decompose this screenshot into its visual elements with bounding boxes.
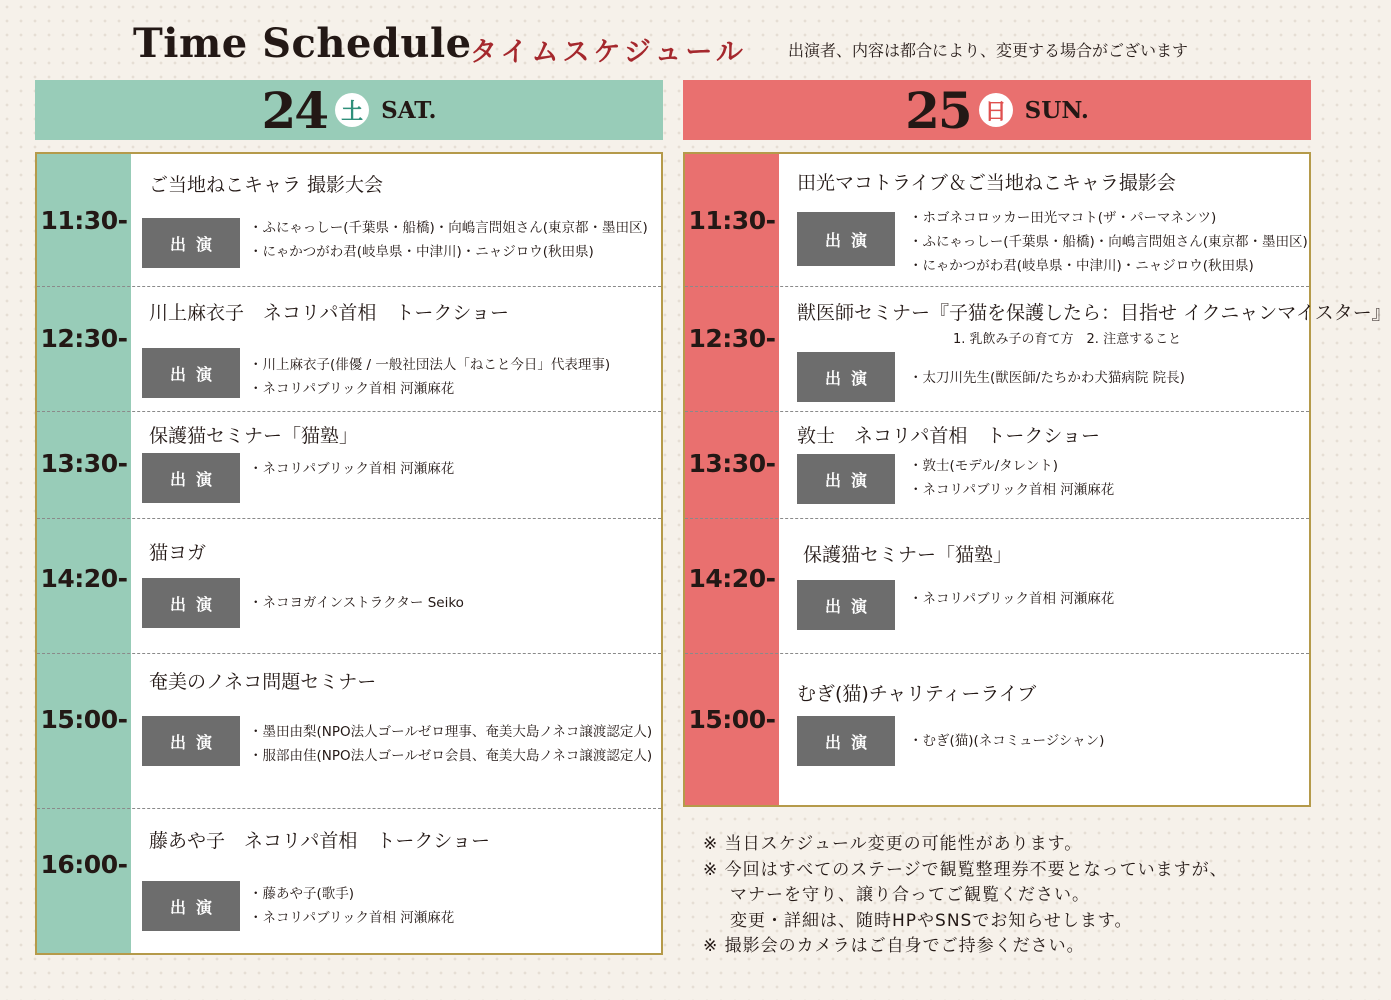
- sunday-date: 25: [905, 80, 971, 140]
- note-line: ※ 撮影会のカメラはご自身でご持参ください。: [703, 936, 1085, 956]
- performer-badge: 出演: [142, 348, 240, 398]
- performer-badge: 出演: [797, 454, 895, 504]
- event-title: 藤あや子 ネコリパ首相 トークショー: [149, 830, 491, 852]
- header: [0, 0, 1349, 78]
- performer-line: ・ネコリパブリック首相 河瀬麻花: [249, 381, 455, 397]
- page-title: Time Schedule: [133, 20, 472, 67]
- performer-line: ・墨田由梨(NPO法人ゴールゼロ理事、奄美大島ノネコ譲渡認定人): [249, 724, 653, 740]
- performer-badge: 出演: [142, 716, 240, 766]
- saturday-label: SAT.: [381, 96, 437, 124]
- event-time: 16:00-: [40, 850, 128, 879]
- event-time: 13:30-: [40, 449, 128, 478]
- schedule-row: [685, 518, 1309, 654]
- performer-line: ・ネコリパブリック首相 河瀬麻花: [249, 461, 455, 477]
- performer-list: [909, 587, 1114, 611]
- performer-line: ・にゃかつがわ君(岐阜県・中津川)・ニャジロウ(秋田県): [909, 258, 1254, 274]
- event-title: 獣医師セミナー『子猫を保護したら：目指せ イクニャンマイスター』: [797, 302, 1391, 324]
- performer-line: ・にゃかつがわ君(岐阜県・中津川)・ニャジロウ(秋田県): [249, 244, 594, 260]
- performer-line: ・ネコリパブリック首相 河瀬麻花: [909, 482, 1115, 498]
- schedule-row: [37, 808, 661, 957]
- event-time: 11:30-: [40, 206, 128, 235]
- event-title: 敦士 ネコリパ首相 トークショー: [797, 425, 1101, 447]
- performer-badge: 出演: [142, 453, 240, 503]
- schedule-row: [685, 286, 1391, 412]
- saturday-schedule: [35, 152, 663, 955]
- event-title: 保護猫セミナー「猫塾」: [803, 544, 1013, 566]
- performer-list: [249, 720, 652, 768]
- event-subtitle: 1. 乳飲み子の育て方 2. 注意すること: [953, 332, 1182, 347]
- page-title-japanese: タイムスケジュール: [470, 37, 747, 68]
- schedule-row: [685, 154, 1309, 287]
- note-line: 変更・詳細は、随時HPやSNSでお知らせします。: [730, 910, 1133, 931]
- performer-badge: 出演: [797, 212, 895, 266]
- performer-line: ・むぎ(猫)(ネコミュージシャン): [909, 733, 1105, 749]
- performer-line: ・ふにゃっしー(千葉県・船橋)・向嶋言問姐さん(東京都・墨田区): [249, 220, 648, 236]
- event-title: 川上麻衣子 ネコリパ首相 トークショー: [149, 302, 510, 324]
- note-line: マナーを守り、譲り合ってご観覧ください。: [730, 885, 1090, 905]
- saturday-date: 24: [261, 80, 328, 140]
- event-title: 奄美のノネコ問題セミナー: [149, 671, 377, 693]
- performer-list: [909, 729, 1104, 753]
- performer-badge: 出演: [797, 716, 895, 766]
- event-time: 11:30-: [688, 206, 776, 235]
- note-line: ※ 当日スケジュール変更の可能性があります。: [703, 834, 1083, 854]
- event-time: 13:30-: [688, 449, 776, 478]
- performer-line: ・太刀川先生(獣医師/たちかわ犬猫病院 院長): [909, 370, 1185, 386]
- sunday-schedule: [683, 152, 1391, 807]
- schedule-row: [685, 411, 1309, 519]
- event-time: 14:20-: [688, 564, 776, 593]
- performer-list: [249, 457, 454, 481]
- performer-line: ・ネコリパブリック首相 河瀬麻花: [249, 910, 455, 926]
- schedule-row: [37, 411, 661, 519]
- performer-list: [249, 882, 454, 930]
- performer-line: ・ネコリパブリック首相 河瀬麻花: [909, 591, 1115, 607]
- schedule-row: [37, 286, 661, 412]
- performer-list: [249, 591, 464, 615]
- performer-line: ・ネコヨガインストラクター Seiko: [249, 595, 464, 611]
- event-title: 猫ヨガ: [149, 542, 207, 564]
- event-title: むぎ(猫)チャリティーライブ: [797, 683, 1037, 705]
- schedule-row: [685, 653, 1309, 805]
- performer-line: ・敦士(モデル/タレント): [909, 458, 1059, 474]
- performer-badge: 出演: [797, 352, 895, 402]
- notes: [703, 832, 1228, 960]
- performer-line: ・ホゴネコロッカー田光マコト(ザ・パーマネンツ): [909, 210, 1217, 226]
- sunday-label: SUN.: [1024, 96, 1089, 124]
- performer-badge: 出演: [797, 580, 895, 630]
- performer-list: [909, 454, 1114, 502]
- performer-list: [249, 216, 648, 264]
- performer-list: [249, 353, 610, 401]
- sunday-kanji-badge: 日: [979, 93, 1013, 127]
- event-time: 12:30-: [688, 324, 776, 353]
- performer-list: [909, 366, 1185, 390]
- schedule-row: [37, 154, 661, 287]
- saturday-banner: [35, 80, 663, 140]
- event-time: 15:00-: [40, 705, 128, 734]
- event-title: 田光マコトライブ＆ご当地ねこキャラ撮影会: [797, 172, 1176, 194]
- sunday-banner: [683, 80, 1311, 140]
- event-time: 12:30-: [40, 324, 128, 353]
- performer-line: ・ふにゃっしー(千葉県・船橋)・向嶋言問姐さん(東京都・墨田区): [909, 234, 1308, 250]
- schedule-row: [37, 518, 661, 654]
- performer-badge: 出演: [142, 218, 240, 268]
- event-title: 保護猫セミナー「猫塾」: [149, 425, 359, 447]
- performer-line: ・藤あや子(歌手): [249, 886, 355, 902]
- performer-badge: 出演: [142, 881, 240, 931]
- performer-badge: 出演: [142, 578, 240, 628]
- note-line: ※ 今回はすべてのステージで観覧整理券不要となっていますが、: [703, 859, 1228, 880]
- performer-list: [909, 206, 1308, 278]
- schedule-row: [37, 653, 661, 809]
- event-title: ご当地ねこキャラ 撮影大会: [149, 174, 384, 196]
- performer-line: ・服部由佳(NPO法人ゴールゼロ会員、奄美大島ノネコ譲渡認定人): [249, 748, 653, 764]
- event-time: 14:20-: [40, 564, 128, 593]
- event-time: 15:00-: [688, 705, 776, 734]
- saturday-kanji-badge: 土: [335, 93, 369, 127]
- performer-line: ・川上麻衣子(俳優 / 一般社団法人「ねこと今日」代表理事): [249, 357, 611, 373]
- change-notice: 出演者、内容は都合により、変更する場合がございます: [788, 41, 1189, 60]
